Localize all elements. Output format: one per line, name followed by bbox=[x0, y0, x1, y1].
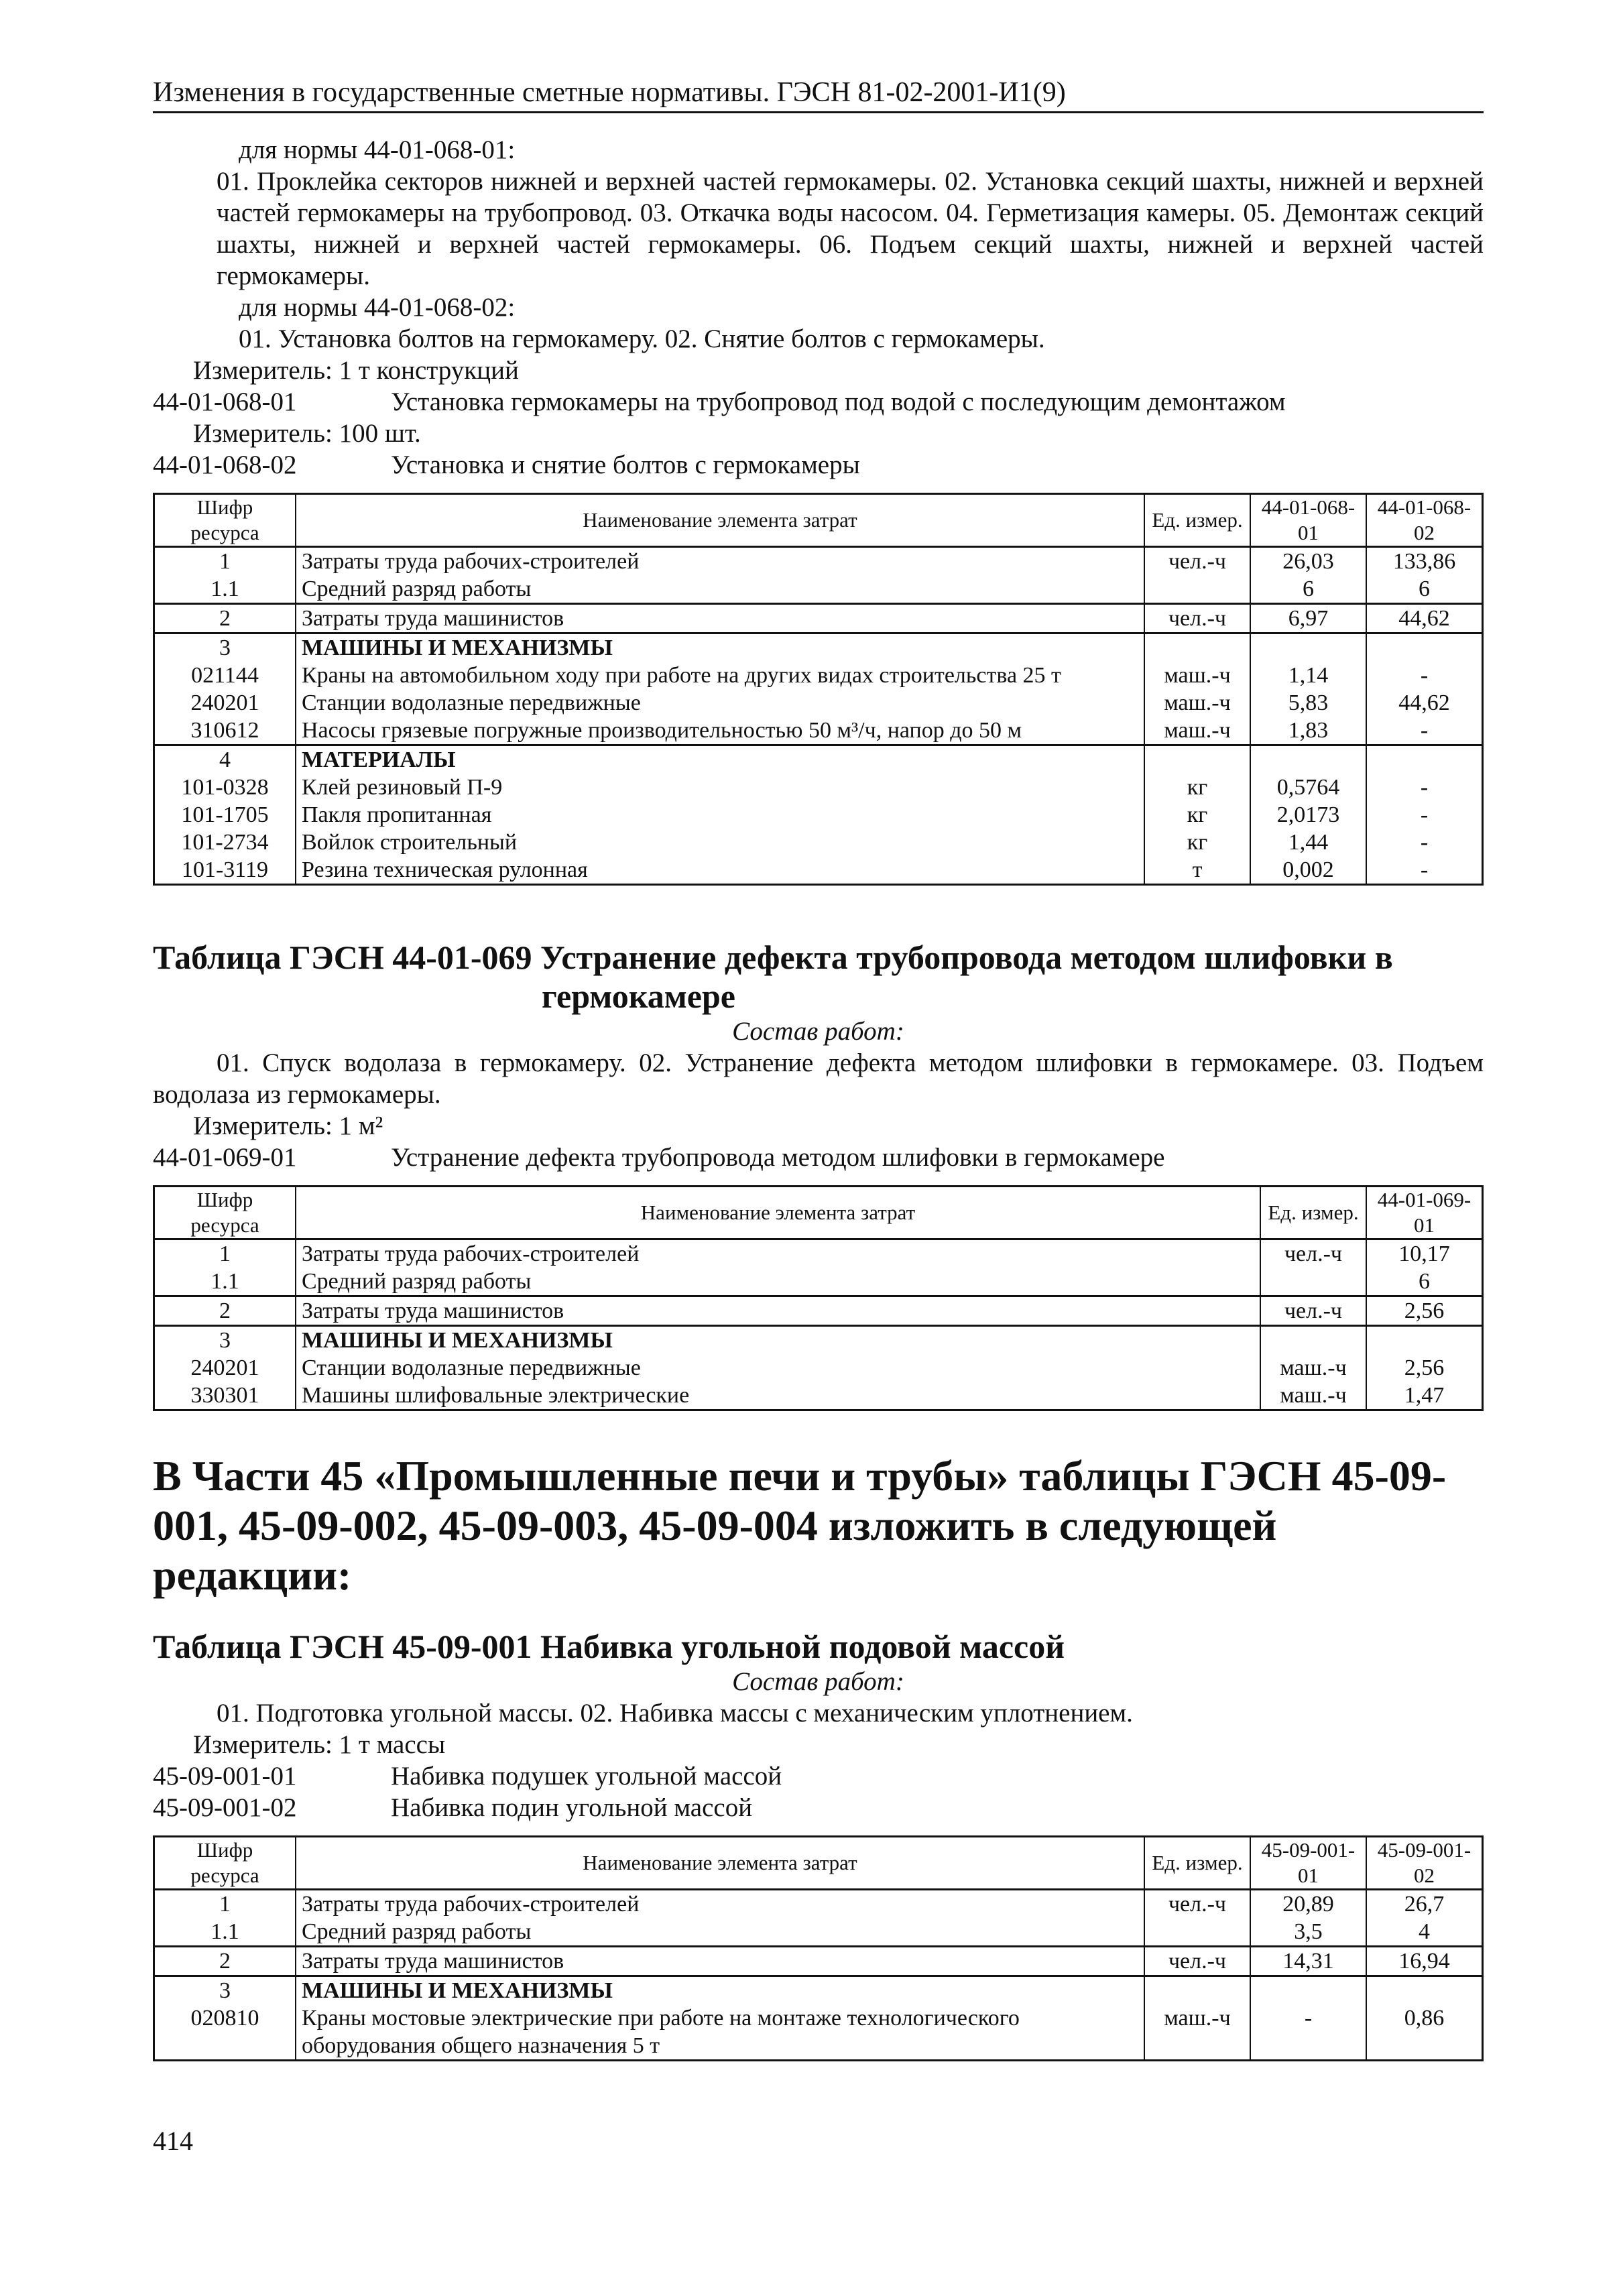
value-cell: 1,83 bbox=[1250, 717, 1366, 745]
unit-cell: кг bbox=[1144, 774, 1250, 801]
table-row bbox=[154, 604, 1483, 633]
resource-code-cell: 2 bbox=[154, 604, 296, 633]
resource-code-cell: 4 bbox=[154, 745, 296, 774]
table-title: Таблица ГЭСН 45-09-001 Набивка угольной подовой массой bbox=[153, 1628, 1065, 1665]
meter-text: Измеритель: 1 м² bbox=[193, 1111, 383, 1140]
norm-text: 01. Установка болтов на гермокамеру. 02. Снятие болтов с гермокамеры. bbox=[239, 324, 1045, 353]
value-cell: 10,17 bbox=[1366, 1240, 1483, 1268]
resource-code-cell: 1 bbox=[154, 547, 296, 576]
table-row bbox=[154, 2004, 1483, 2061]
page-number: 414 bbox=[153, 2126, 193, 2156]
table-row bbox=[154, 689, 1483, 717]
value-cell: 44,62 bbox=[1366, 689, 1483, 717]
unit-cell bbox=[1144, 745, 1250, 774]
cost-element-cell: Затраты труда рабочих-строителей bbox=[296, 1240, 1260, 1268]
cost-element-cell: Резина техническая рулонная bbox=[296, 856, 1144, 885]
table-row bbox=[154, 801, 1483, 829]
value-cell: 1,44 bbox=[1250, 829, 1366, 856]
cost-element-cell: Войлок строительный bbox=[296, 829, 1144, 856]
work-composition-text: 01. Подготовка угольной массы. 02. Набивка массы с механическим уплотнением. bbox=[217, 1699, 1133, 1728]
value-cell: 2,0173 bbox=[1250, 801, 1366, 829]
resource-code-cell: 3 bbox=[154, 633, 296, 662]
value-cell bbox=[1250, 633, 1366, 662]
unit-cell: чел.-ч bbox=[1144, 1947, 1250, 1976]
value-cell: - bbox=[1366, 717, 1483, 745]
norm-title: Устранение дефекта трубопровода методом шлифовки в гермокамере bbox=[391, 1143, 1165, 1172]
cost-element-cell: МАШИНЫ И МЕХАНИЗМЫ bbox=[296, 1976, 1144, 2005]
norm-code: 44-01-068-01 bbox=[153, 387, 297, 416]
header-cell: Ед. измер. bbox=[1144, 1837, 1250, 1890]
header-cell: 45-09-001-01 bbox=[1250, 1837, 1366, 1890]
header-cell: Ед. измер. bbox=[1260, 1187, 1366, 1240]
value-cell: 26,03 bbox=[1250, 547, 1366, 576]
cost-element-cell: МАТЕРИАЛЫ bbox=[296, 745, 1144, 774]
resource-code-cell: 3 bbox=[154, 1976, 296, 2005]
value-cell: 44,62 bbox=[1366, 604, 1483, 633]
value-cell: 1,47 bbox=[1366, 1382, 1483, 1410]
value-cell bbox=[1250, 745, 1366, 774]
cost-element-cell: Средний разряд работы bbox=[296, 575, 1144, 604]
resource-code-cell: 3 bbox=[154, 1326, 296, 1355]
table-row bbox=[154, 717, 1483, 745]
value-cell: 2,56 bbox=[1366, 1354, 1483, 1382]
unit-cell: маш.-ч bbox=[1144, 717, 1250, 745]
resource-code-cell: 020810 bbox=[154, 2004, 296, 2061]
header-cell: Шифр ресурса bbox=[154, 1187, 296, 1240]
cost-element-cell: Станции водолазные передвижные bbox=[296, 1354, 1260, 1382]
table-row bbox=[154, 1326, 1483, 1355]
resource-code-cell: 101-1705 bbox=[154, 801, 296, 829]
value-cell: 3,5 bbox=[1250, 1918, 1366, 1947]
value-cell: 6,97 bbox=[1250, 604, 1366, 633]
table-row bbox=[154, 662, 1483, 689]
resource-code-cell: 101-0328 bbox=[154, 774, 296, 801]
resource-code-cell: 330301 bbox=[154, 1382, 296, 1410]
resource-code-cell: 2 bbox=[154, 1296, 296, 1326]
table-row bbox=[154, 575, 1483, 604]
unit-cell bbox=[1260, 1326, 1366, 1355]
resource-table-45-09-001 bbox=[153, 1835, 1484, 2061]
meter-text: Измеритель: 100 шт. bbox=[193, 419, 421, 448]
header-cell: Шифр ресурса bbox=[154, 494, 296, 547]
unit-cell: маш.-ч bbox=[1144, 689, 1250, 717]
meter-text: Измеритель: 1 т массы bbox=[193, 1730, 446, 1759]
cost-element-cell: Средний разряд работы bbox=[296, 1268, 1260, 1296]
value-cell: 16,94 bbox=[1366, 1947, 1483, 1976]
header-cell: 45-09-001-02 bbox=[1366, 1837, 1483, 1890]
unit-cell: чел.-ч bbox=[1260, 1296, 1366, 1326]
norm-title: Набивка подин угольной массой bbox=[391, 1793, 753, 1822]
cost-element-cell: Насосы грязевые погружные производительностью 50 м³/ч, напор до 50 м bbox=[296, 717, 1144, 745]
header-cell: 44-01-068-02 bbox=[1366, 494, 1483, 547]
running-header: Изменения в государственные сметные нормативы. ГЭСН 81-02-2001-И1(9) bbox=[153, 75, 1484, 113]
table-header-row bbox=[154, 494, 1483, 547]
norm-code-row bbox=[153, 1142, 1484, 1173]
cost-element-cell: Краны на автомобильном ходу при работе на других видах строительства 25 т bbox=[296, 662, 1144, 689]
table-title bbox=[153, 938, 1484, 1016]
table-title-line: Таблица ГЭСН 44-01-069 Устранение дефекта трубопровода методом шлифовки в bbox=[153, 939, 1393, 976]
table-row bbox=[154, 745, 1483, 774]
cost-element-cell: Затраты труда машинистов bbox=[296, 604, 1144, 633]
table-row bbox=[154, 1296, 1483, 1326]
table-row bbox=[154, 829, 1483, 856]
cost-element-cell: Машины шлифовальные электрические bbox=[296, 1382, 1260, 1410]
table-row bbox=[154, 547, 1483, 576]
value-cell: 6 bbox=[1250, 575, 1366, 604]
value-cell: 0,86 bbox=[1366, 2004, 1483, 2061]
resource-code-cell: 1 bbox=[154, 1240, 296, 1268]
table-row bbox=[154, 1890, 1483, 1919]
resource-table-44-01-068 bbox=[153, 493, 1484, 886]
cost-element-cell: Затраты труда рабочих-строителей bbox=[296, 1890, 1144, 1919]
norm-code-row bbox=[153, 386, 1484, 418]
value-cell: - bbox=[1366, 662, 1483, 689]
table-header-row bbox=[154, 1187, 1483, 1240]
part-heading: В Части 45 «Промышленные печи и трубы» таблицы ГЭСН 45-09-001, 45-09-002, 45-09-003, 45-09-004 изложить в следующей редакции: bbox=[153, 1452, 1447, 1599]
work-composition-label: Состав работ: bbox=[732, 1667, 904, 1696]
header-cell: Наименование элемента затрат bbox=[296, 1837, 1144, 1890]
value-cell: 20,89 bbox=[1250, 1890, 1366, 1919]
resource-code-cell: 1.1 bbox=[154, 575, 296, 604]
unit-cell: кг bbox=[1144, 829, 1250, 856]
unit-cell bbox=[1144, 1918, 1250, 1947]
unit-cell: маш.-ч bbox=[1260, 1354, 1366, 1382]
value-cell: 4 bbox=[1366, 1918, 1483, 1947]
norm-title: Набивка подушек угольной массой bbox=[391, 1762, 782, 1791]
norm-code-row bbox=[153, 1792, 1484, 1823]
resource-code-cell: 1.1 bbox=[154, 1918, 296, 1947]
resource-code-cell: 240201 bbox=[154, 1354, 296, 1382]
table-row bbox=[154, 1918, 1483, 1947]
resource-code-cell: 101-3119 bbox=[154, 856, 296, 885]
value-cell bbox=[1366, 633, 1483, 662]
table-row bbox=[154, 1354, 1483, 1382]
value-cell: 6 bbox=[1366, 1268, 1483, 1296]
cost-element-cell: Станции водолазные передвижные bbox=[296, 689, 1144, 717]
unit-cell: чел.-ч bbox=[1260, 1240, 1366, 1268]
unit-cell: маш.-ч bbox=[1144, 2004, 1250, 2061]
resource-code-cell: 310612 bbox=[154, 717, 296, 745]
work-composition-text: 01. Спуск водолаза в гермокамеру. 02. Устранение дефекта методом шлифовки в гермокамере. 03. Подъем водолаза из гермокамеры. bbox=[153, 1048, 1484, 1109]
header-cell: Шифр ресурса bbox=[154, 1837, 296, 1890]
value-cell: 133,86 bbox=[1366, 547, 1483, 576]
table-row bbox=[154, 1240, 1483, 1268]
norm-code-row bbox=[153, 1760, 1484, 1792]
page-content bbox=[153, 134, 1484, 2061]
value-cell: 26,7 bbox=[1366, 1890, 1483, 1919]
cost-element-cell: Затраты труда машинистов bbox=[296, 1947, 1144, 1976]
cost-element-cell: Краны мостовые электрические при работе на монтаже технологического оборудования общего назначения 5 т bbox=[296, 2004, 1144, 2061]
cost-element-cell: Клей резиновый П-9 bbox=[296, 774, 1144, 801]
value-cell: 1,14 bbox=[1250, 662, 1366, 689]
unit-cell bbox=[1144, 575, 1250, 604]
table-row bbox=[154, 1268, 1483, 1296]
cost-element-cell: Средний разряд работы bbox=[296, 1918, 1144, 1947]
value-cell: 6 bbox=[1366, 575, 1483, 604]
table-row bbox=[154, 1947, 1483, 1976]
resource-code-cell: 021144 bbox=[154, 662, 296, 689]
value-cell: - bbox=[1366, 829, 1483, 856]
unit-cell: чел.-ч bbox=[1144, 1890, 1250, 1919]
header-cell: 44-01-068-01 bbox=[1250, 494, 1366, 547]
value-cell: 14,31 bbox=[1250, 1947, 1366, 1976]
unit-cell bbox=[1260, 1268, 1366, 1296]
table-row bbox=[154, 633, 1483, 662]
value-cell: 0,002 bbox=[1250, 856, 1366, 885]
resource-code-cell: 1 bbox=[154, 1890, 296, 1919]
cost-element-cell: Затраты труда машинистов bbox=[296, 1296, 1260, 1326]
unit-cell: чел.-ч bbox=[1144, 547, 1250, 576]
table-title-line: гермокамере bbox=[542, 977, 735, 1015]
header-cell: Наименование элемента затрат bbox=[296, 1187, 1260, 1240]
norm-code: 44-01-068-02 bbox=[153, 450, 297, 479]
header-cell: 44-01-069-01 bbox=[1366, 1187, 1483, 1240]
norm-title: Установка и снятие болтов с гермокамеры bbox=[391, 450, 860, 479]
norm-label: для нормы 44-01-068-01: bbox=[239, 135, 516, 164]
unit-cell: маш.-ч bbox=[1144, 662, 1250, 689]
header-cell: Наименование элемента затрат bbox=[296, 494, 1144, 547]
value-cell: 5,83 bbox=[1250, 689, 1366, 717]
value-cell bbox=[1250, 1976, 1366, 2005]
value-cell: - bbox=[1366, 801, 1483, 829]
norm-code: 45-09-001-01 bbox=[153, 1762, 297, 1791]
unit-cell bbox=[1144, 633, 1250, 662]
table-row bbox=[154, 774, 1483, 801]
value-cell: - bbox=[1366, 856, 1483, 885]
norm-label: для нормы 44-01-068-02: bbox=[239, 293, 516, 322]
table-row bbox=[154, 856, 1483, 885]
resource-code-cell: 2 bbox=[154, 1947, 296, 1976]
unit-cell bbox=[1144, 1976, 1250, 2005]
meter-text: Измеритель: 1 т конструкций bbox=[193, 356, 519, 385]
table-row bbox=[154, 1382, 1483, 1410]
table-header-row bbox=[154, 1837, 1483, 1890]
resource-table-44-01-069 bbox=[153, 1185, 1484, 1411]
value-cell: 0,5764 bbox=[1250, 774, 1366, 801]
value-cell: - bbox=[1250, 2004, 1366, 2061]
cost-element-cell: МАШИНЫ И МЕХАНИЗМЫ bbox=[296, 1326, 1260, 1355]
value-cell bbox=[1366, 1326, 1483, 1355]
header-cell: Ед. измер. bbox=[1144, 494, 1250, 547]
norm-title: Установка гермокамеры на трубопровод под водой с последующим демонтажом bbox=[391, 387, 1286, 416]
work-composition-label: Состав работ: bbox=[732, 1017, 904, 1046]
norm-code-row bbox=[153, 449, 1484, 481]
norm-code: 45-09-001-02 bbox=[153, 1793, 297, 1822]
table-row bbox=[154, 1976, 1483, 2005]
norm-code: 44-01-069-01 bbox=[153, 1143, 297, 1172]
value-cell: 2,56 bbox=[1366, 1296, 1483, 1326]
resource-code-cell: 1.1 bbox=[154, 1268, 296, 1296]
value-cell: - bbox=[1366, 774, 1483, 801]
cost-element-cell: МАШИНЫ И МЕХАНИЗМЫ bbox=[296, 633, 1144, 662]
unit-cell: т bbox=[1144, 856, 1250, 885]
unit-cell: чел.-ч bbox=[1144, 604, 1250, 633]
resource-code-cell: 240201 bbox=[154, 689, 296, 717]
cost-element-cell: Пакля пропитанная bbox=[296, 801, 1144, 829]
unit-cell: маш.-ч bbox=[1260, 1382, 1366, 1410]
norm-text: 01. Проклейка секторов нижней и верхней частей гермокамеры. 02. Установка секций шахты, нижней и верхней частей гермокамеры на трубопровод. 03. Откачка воды насосом. 04. Герметизация камеры. 05. Демонтаж секций шахты, нижней и верхней частей гермокамеры. 06. Подъем секций шахты, нижней и верхней частей гермокамеры. bbox=[217, 167, 1484, 290]
value-cell bbox=[1366, 1976, 1483, 2005]
resource-code-cell: 101-2734 bbox=[154, 829, 296, 856]
unit-cell: кг bbox=[1144, 801, 1250, 829]
cost-element-cell: Затраты труда рабочих-строителей bbox=[296, 547, 1144, 576]
value-cell bbox=[1366, 745, 1483, 774]
